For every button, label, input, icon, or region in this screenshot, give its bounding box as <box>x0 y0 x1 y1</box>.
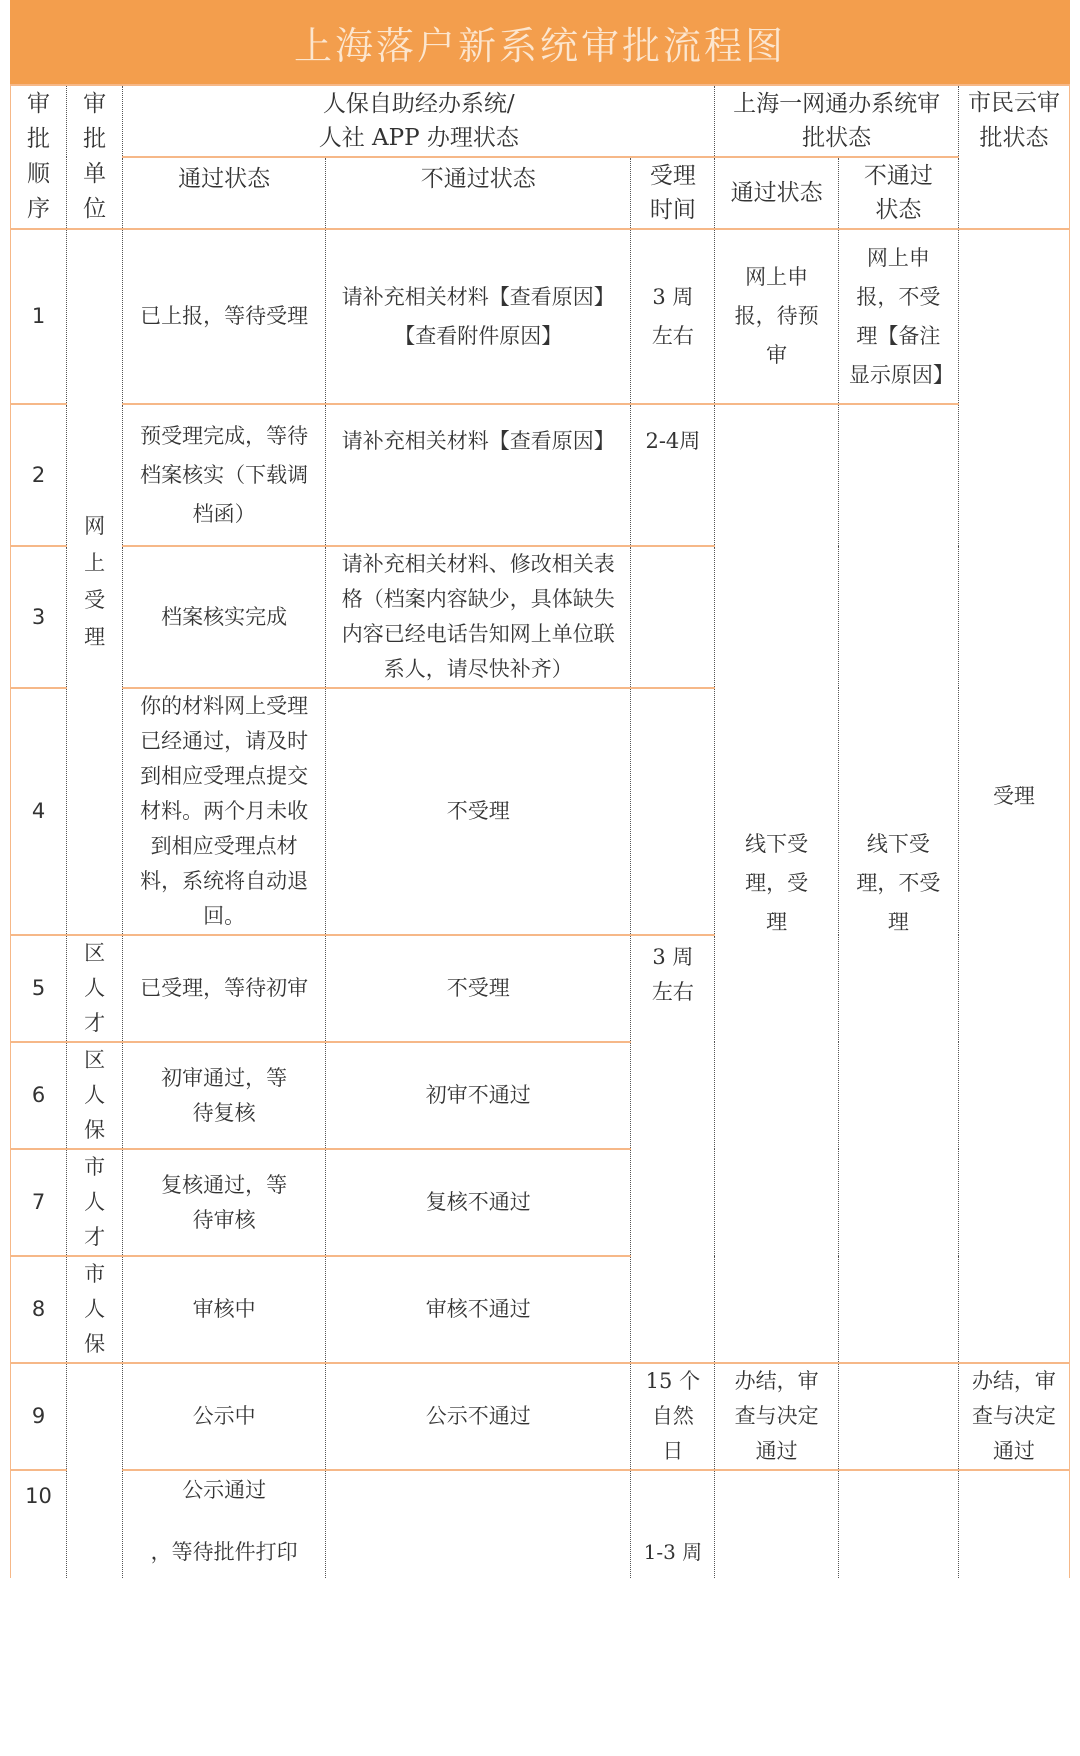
order-cell: 6 <box>11 1042 67 1149</box>
header-accept-time: 受理时间 <box>631 157 715 229</box>
pass-status: 初审通过，等待复核 <box>123 1042 326 1149</box>
pass-status: 公示中 <box>123 1363 326 1470</box>
ywt-pass-status: 网上申报，待预审 <box>715 229 838 404</box>
pass-status: 复核通过，等待审核 <box>123 1149 326 1256</box>
order-cell: 5 <box>11 935 67 1042</box>
header-shiminyun: 市民云审批状态 <box>958 85 1069 229</box>
fail-status: 请补充相关材料【查看原因】【查看附件原因】 <box>326 229 631 404</box>
header-ywt-fail: 不通过状态 <box>838 157 958 229</box>
pass-status: 审核中 <box>123 1256 326 1363</box>
unit-shi-renbao: 市人保 <box>67 1256 123 1363</box>
unit-shi-rencai: 市人才 <box>67 1149 123 1256</box>
order-cell: 9 <box>11 1363 67 1470</box>
pass-status: 你的材料网上受理已经通过，请及时到相应受理点提交材料。两个月未收到相应受理点材料，系统将自动退回。 <box>123 688 326 935</box>
header-unit: 审批单位 <box>67 85 123 229</box>
ywt-fail-status <box>838 1363 958 1470</box>
header-order: 审批顺序 <box>11 85 67 229</box>
accept-time: 15 个自然日 <box>631 1363 715 1470</box>
table-row <box>11 1470 1070 1578</box>
accept-time-value: 1-3 周 <box>643 1540 703 1564</box>
order-cell: 4 <box>11 688 67 935</box>
smy-status: 办结，审查与决定通过 <box>958 1363 1069 1470</box>
pass-status: 已受理，等待初审 <box>123 935 326 1042</box>
ywt-fail-status <box>838 1470 958 1578</box>
fail-status: 不受理 <box>326 935 631 1042</box>
order-cell: 2 <box>11 404 67 546</box>
header-pass: 通过状态 <box>123 157 326 229</box>
ywt-pass-merged: 线下受理，受理 <box>715 404 838 1363</box>
header-yiwangtong-group: 上海一网通办系统审批状态 <box>715 85 958 157</box>
unit-qu-rencai: 区人才 <box>67 935 123 1042</box>
fail-status <box>326 1470 631 1578</box>
fail-status: 请补充相关材料、修改相关表格（档案内容缺少，具体缺失内容已经电话告知网上单位联系人，请尽快补齐） <box>326 546 631 688</box>
ywt-fail-status: 网上申报，不受理【备注显示原因】 <box>838 229 958 404</box>
accept-time: 3 周左右 <box>631 935 715 1363</box>
fail-status: 复核不通过 <box>326 1149 631 1256</box>
unit-qu-renbao: 区人保 <box>67 1042 123 1149</box>
fail-status: 公示不通过 <box>326 1363 631 1470</box>
ywt-pass-status <box>715 1470 838 1578</box>
order-cell: 10 <box>11 1470 67 1578</box>
order-cell: 3 <box>11 546 67 688</box>
pass-status <box>123 1470 326 1578</box>
pass-status: 档案核实完成 <box>123 546 326 688</box>
order-cell: 8 <box>11 1256 67 1363</box>
accept-time: 2-4周 <box>631 404 715 546</box>
pass-status-line2: ，等待批件打印 <box>150 1540 298 1564</box>
pass-status: 已上报，等待受理 <box>123 229 326 404</box>
table-row <box>11 229 1070 404</box>
accept-time <box>631 688 715 935</box>
fail-status: 不受理 <box>326 688 631 935</box>
pass-status: 预受理完成，等待档案核实（下载调档函） <box>123 404 326 546</box>
header-ywt-pass: 通过状态 <box>715 157 838 229</box>
unit-empty <box>67 1363 123 1578</box>
table-row <box>11 1363 1070 1470</box>
accept-time <box>631 1470 715 1578</box>
ywt-pass-status: 办结，审查与决定通过 <box>715 1363 838 1470</box>
order-cell: 1 <box>11 229 67 404</box>
unit-online: 网上受理 <box>67 229 123 935</box>
title-banner <box>10 0 1070 84</box>
header-fail: 不通过状态 <box>326 157 631 229</box>
page-title: 上海落户新系统审批流程图 <box>293 23 786 68</box>
pass-status-line1: 公示通过 <box>182 1478 267 1502</box>
fail-status: 请补充相关材料【查看原因】 <box>326 404 631 546</box>
smy-status <box>958 1470 1069 1578</box>
smy-status-merged: 受理 <box>958 229 1069 1363</box>
fail-status: 初审不通过 <box>326 1042 631 1149</box>
header-renbao-group: 人保自助经办系统/ 人社 APP 办理状态 <box>123 85 715 157</box>
fail-status: 审核不通过 <box>326 1256 631 1363</box>
approval-table <box>10 84 1070 1578</box>
order-cell: 7 <box>11 1149 67 1256</box>
accept-time: 3 周左右 <box>631 229 715 404</box>
ywt-fail-merged: 线下受理，不受理 <box>838 404 958 1363</box>
accept-time <box>631 546 715 688</box>
table-row <box>11 404 1070 546</box>
